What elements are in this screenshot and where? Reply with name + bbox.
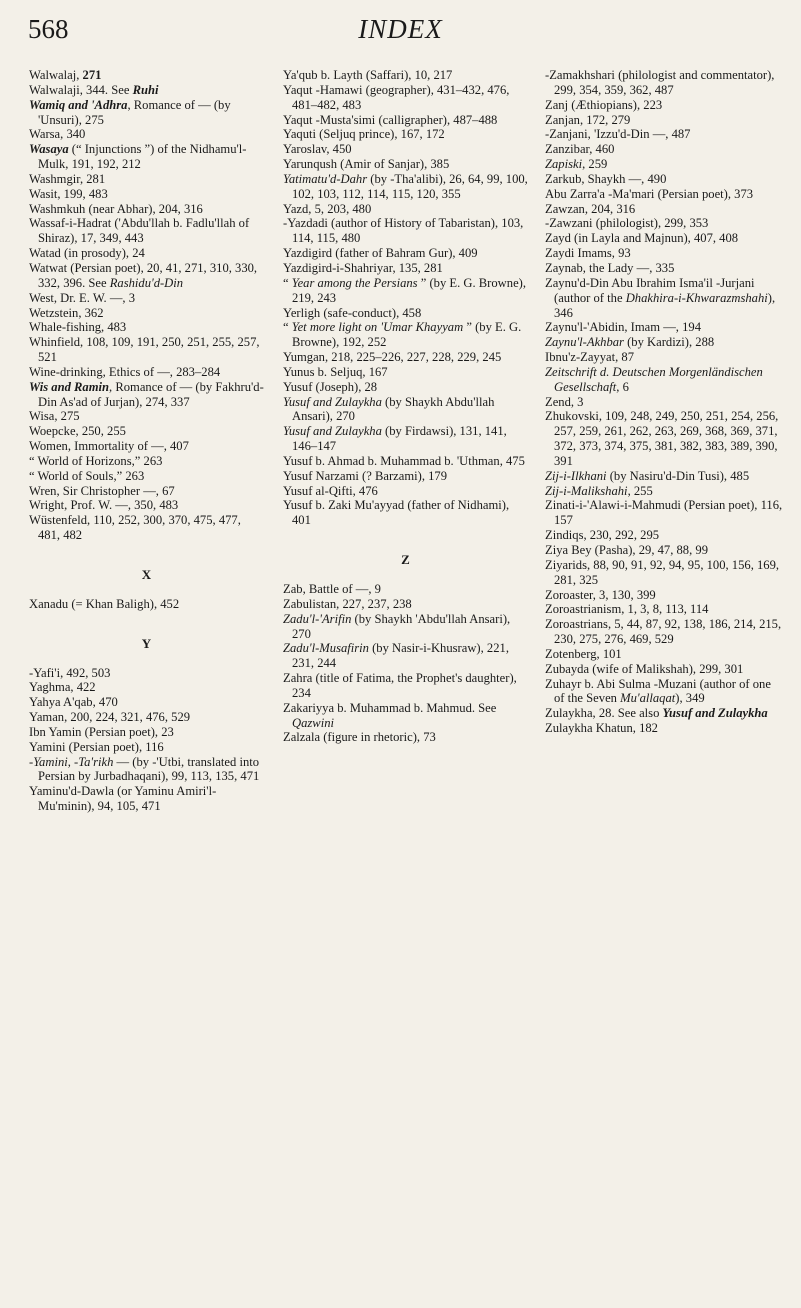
index-entry: Wis and Ramin, Romance of — (by Fakhru'd-Din As'ad of Jurjan), 274, 337	[29, 379, 264, 409]
index-entry: Whale-fishing, 483	[29, 320, 127, 335]
index-entry: Zaynu'l-'Abidin, Imam —, 194	[545, 320, 701, 335]
index-entry: Zotenberg, 101	[545, 646, 622, 661]
index-entry: Abu Zarra'a -Ma'mari (Persian poet), 373	[545, 186, 754, 201]
index-entry: Zhukovski, 109, 248, 249, 250, 251, 254, 256, 257, 259, 261, 262, 263, 269, 368, 369, 371, 372, 373, 374, 375, 381, 382, 383, 389, 390, 391	[545, 409, 779, 468]
index-entry: Zalzala (figure in rhetoric), 73	[283, 730, 436, 745]
index-entry: Walwalaj, 271	[29, 68, 102, 82]
index-entry: Wasit, 199, 483	[29, 186, 108, 201]
index-entry: Yunus b. Seljuq, 167	[283, 364, 388, 379]
index-column-1	[29, 68, 264, 814]
index-entry: Zaynab, the Lady —, 335	[545, 260, 675, 275]
index-entry: Watwat (Persian poet), 20, 41, 271, 310, 330, 332, 396. See Rashidu'd-Din	[29, 260, 258, 290]
index-entry: Zanzibar, 460	[545, 142, 615, 157]
index-entry: Zindiqs, 230, 292, 295	[545, 528, 660, 543]
index-entry: Zaydi Imams, 93	[545, 246, 631, 261]
index-column-3	[545, 68, 783, 736]
index-entry: Yusuf Narzami (? Barzami), 179	[283, 468, 448, 483]
index-entry: “ World of Horizons,” 263	[29, 453, 163, 468]
section-letter: Z	[401, 552, 410, 568]
index-entry: Yaghma, 422	[29, 680, 96, 695]
index-entry: Zij-i-Ilkhani (by Nasiru'd-Din Tusi), 485	[545, 468, 750, 483]
index-entry: Woepcke, 250, 255	[29, 424, 126, 439]
page-number: 568	[28, 14, 69, 44]
index-entry: Washmgir, 281	[29, 171, 106, 186]
running-title: INDEX	[358, 14, 443, 44]
index-entry: Wamiq and 'Adhra, Romance of — (by 'Unsuri), 275	[29, 97, 231, 127]
index-entry: Zoroastrians, 5, 44, 87, 92, 138, 186, 214, 215, 230, 275, 276, 469, 529	[545, 617, 782, 647]
index-entry: Ziyarids, 88, 90, 91, 92, 94, 95, 100, 156, 169, 281, 325	[545, 557, 780, 587]
index-entry: “ Year among the Persians ” (by E. G. Browne), 219, 243	[283, 275, 526, 305]
index-entry: West, Dr. E. W. —, 3	[29, 290, 136, 305]
index-entry: Yusuf al-Qifti, 476	[283, 483, 378, 498]
index-column-2	[283, 68, 528, 745]
index-entry: -Zanjani, 'Izzu'd-Din —, 487	[545, 127, 691, 142]
index-entry: Yaqut -Musta'simi (calligrapher), 487–488	[283, 112, 498, 127]
index-entry: Zulaykha, 28. See also Yusuf and Zulaykha	[545, 706, 768, 721]
index-entry: -Zamakhshari (philologist and commentator), 299, 354, 359, 362, 487	[545, 68, 775, 97]
index-entry: Yarunqush (Amir of Sanjar), 385	[283, 157, 450, 172]
index-entry: Xanadu (= Khan Baligh), 452	[29, 596, 180, 611]
index-entry: Zubayda (wife of Malikshah), 299, 301	[545, 661, 744, 676]
index-entry: Ibn Yamin (Persian poet), 23	[29, 724, 174, 739]
index-entry: Watad (in prosody), 24	[29, 246, 145, 261]
index-entry: Yaminu'd-Dawla (or Yaminu Amiri'l-Mu'minin), 94, 105, 471	[29, 784, 217, 814]
index-entry: Yusuf b. Ahmad b. Muhammad b. 'Uthman, 475	[283, 453, 525, 468]
index-entry: -Yamini, -Ta'rikh — (by -'Utbi, translated into Persian by Jurbadhaqani), 99, 113, 135, 471	[29, 754, 260, 784]
index-entry: Wright, Prof. W. —, 350, 483	[29, 498, 179, 513]
index-entry: Yaman, 200, 224, 321, 476, 529	[29, 710, 191, 725]
index-entry: -Zawzani (philologist), 299, 353	[545, 216, 709, 231]
index-entry: Yatimatu'd-Dahr (by -Tha'alibi), 26, 64, 99, 100, 102, 103, 112, 114, 115, 120, 355	[283, 171, 528, 201]
index-entry: Wasaya (“ Injunctions ”) of the Nidhamu'l-Mulk, 191, 192, 212	[29, 142, 247, 172]
index-entry: Whinfield, 108, 109, 191, 250, 251, 255, 257, 521	[29, 335, 260, 365]
index-entry: Yusuf b. Zaki Mu'ayyad (father of Nidhami), 401	[283, 498, 510, 528]
section-letter: X	[141, 567, 152, 582]
index-entry: Ibnu'z-Zayyat, 87	[545, 350, 634, 365]
index-entry: Wine-drinking, Ethics of —, 283–284	[29, 364, 221, 379]
index-entry: Yahya A'qab, 470	[29, 695, 118, 710]
index-entry: Zapiski, 259	[545, 157, 608, 172]
index-entry: Zarkub, Shaykh —, 490	[545, 171, 667, 186]
index-entry: Yaquti (Seljuq prince), 167, 172	[283, 127, 445, 142]
index-entry: Walwalaji, 344. See Ruhi	[29, 82, 159, 97]
index-entry: Zaynu'd-Din Abu Ibrahim Isma'il -Jurjani (author of the Dhakhira-i-Khwarazmshahi), 346	[545, 275, 776, 320]
index-entry: Yumgan, 218, 225–226, 227, 228, 229, 245	[283, 350, 502, 365]
index-entry: Yusuf (Joseph), 28	[283, 379, 378, 394]
index-entry: Wüstenfeld, 110, 252, 300, 370, 475, 477, 481, 482	[29, 513, 241, 543]
index-entry: Yamini (Persian poet), 116	[29, 739, 164, 754]
index-entry: Wren, Sir Christopher —, 67	[29, 483, 175, 498]
index-entry: Wassaf-i-Hadrat ('Abdu'llah b. Fadlu'llah of Shiraz), 17, 349, 443	[29, 216, 250, 246]
index-entry: Yaroslav, 450	[283, 142, 352, 157]
section-letter: Y	[141, 635, 152, 651]
index-entry: Zakariyya b. Muhammad b. Mahmud. See Qazwini	[283, 700, 497, 730]
index-entry: Zadu'l-'Arifin (by Shaykh 'Abdu'llah Ansari), 270	[283, 611, 511, 641]
index-entry: Zanj (Æthiopians), 223	[545, 97, 663, 112]
index-entry: Zij-i-Malikshahi, 255	[545, 483, 653, 498]
index-entry: Zayd (in Layla and Majnun), 407, 408	[545, 231, 739, 246]
index-entry: Zoroaster, 3, 130, 399	[545, 587, 656, 602]
index-entry: Zaynu'l-Akhbar (by Kardizi), 288	[545, 335, 715, 350]
index-entry: Zahra (title of Fatima, the Prophet's daughter), 234	[283, 671, 517, 700]
index-entry: Yazdigird (father of Bahram Gur), 409	[283, 246, 478, 261]
index-entry: Yusuf and Zulaykha (by Firdawsi), 131, 141, 146–147	[283, 424, 507, 454]
index-entry: Yaqut -Hamawi (geographer), 431–432, 476, 481–482, 483	[283, 82, 510, 112]
index-entry: Zeitschrift d. Deutschen Morgenländischen Gesellschaft, 6	[545, 364, 763, 394]
index-entry: “ Yet more light on 'Umar Khayyam ” (by E. G. Browne), 192, 252	[283, 320, 522, 350]
index-entry: Yusuf and Zulaykha (by Shaykh Abdu'llah Ansari), 270	[283, 394, 495, 424]
page-header	[0, 14, 801, 54]
index-entry: Washmkuh (near Abhar), 204, 316	[29, 201, 203, 216]
index-entry: Zab, Battle of —, 9	[283, 582, 381, 596]
index-entry: Ziya Bey (Pasha), 29, 47, 88, 99	[545, 543, 708, 557]
index-entry: Yazdigird-i-Shahriyar, 135, 281	[283, 260, 443, 275]
index-entry: Zoroastrianism, 1, 3, 8, 113, 114	[545, 602, 709, 617]
index-entry: Zuhayr b. Abi Sulma -Muzani (author of one of the Seven Mu'allaqat), 349	[545, 676, 771, 706]
index-entry: Wisa, 275	[29, 409, 80, 424]
index-entry: Zawzan, 204, 316	[545, 201, 636, 216]
index-entry: Yazd, 5, 203, 480	[283, 201, 372, 216]
index-entry: Zinati-i-'Alawi-i-Mahmudi (Persian poet), 116, 157	[545, 498, 783, 528]
index-entry: Yerligh (safe-conduct), 458	[283, 305, 422, 320]
index-entry: Wetzstein, 362	[29, 305, 104, 320]
index-entry: Ya'qub b. Layth (Saffari), 10, 217	[283, 68, 453, 82]
index-entry: Zulaykha Khatun, 182	[545, 721, 658, 736]
index-entry: -Yazdadi (author of History of Tabaristan), 103, 114, 115, 480	[283, 216, 524, 246]
index-entry: Warsa, 340	[29, 127, 86, 142]
index-entry: Zadu'l-Musafirin (by Nasir-i-Khusraw), 221, 231, 244	[283, 641, 509, 671]
index-entry: Zend, 3	[545, 394, 584, 409]
index-entry: Zabulistan, 227, 237, 238	[283, 596, 412, 611]
index-entry: “ World of Souls,” 263	[29, 468, 145, 483]
index-entry: Zanjan, 172, 279	[545, 112, 631, 127]
index-entry: Women, Immortality of —, 407	[29, 439, 189, 454]
index-entry: -Yafi'i, 492, 503	[29, 665, 111, 680]
